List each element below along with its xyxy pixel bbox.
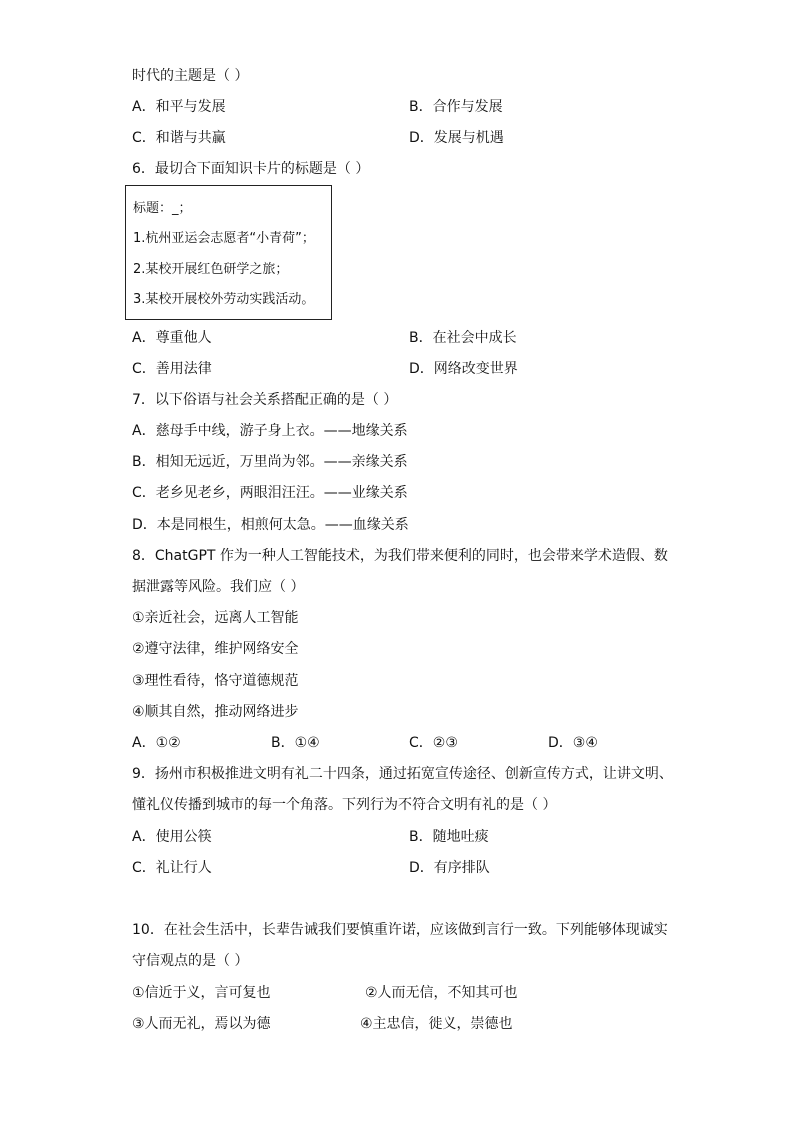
q7-option-d: D．本是同根生，相煎何太急。——血缘关系 <box>132 517 409 533</box>
q6-stem: 6．最切合下面知识卡片的标题是（ ） <box>132 161 370 177</box>
q7-option-a: A．慈母手中线，游子身上衣。——地缘关系 <box>132 423 408 439</box>
q10-item-3: ③人而无礼，焉以为德 <box>132 1016 271 1032</box>
q5-option-c: C．和谐与共赢 <box>132 130 226 146</box>
q7-option-c: C．老乡见老乡，两眼泪汪汪。——业缘关系 <box>132 485 408 501</box>
q7-option-b: B．相知无远近，万里尚为邻。——亲缘关系 <box>132 454 408 470</box>
q8-stem-line-1: 8．ChatGPT 作为一种人工智能技术，为我们带来便利的同时，也会带来学术造假、数 <box>132 548 668 564</box>
q5-option-d: D．发展与机遇 <box>409 130 504 146</box>
q6-option-c: C．善用法律 <box>132 361 212 377</box>
q10-item-1: ①信近于义，言可复也 <box>132 985 271 1001</box>
q10-item-2: ②人而无信，不知其可也 <box>365 985 518 1001</box>
q9-option-b: B．随地吐痰 <box>409 829 489 845</box>
q10-stem-line-1: 10．在社会生活中，长辈告诫我们要慎重许诺，应该做到言行一致。下列能够体现诚实 <box>132 922 668 938</box>
q8-option-d: D．③④ <box>548 735 598 751</box>
q8-option-c: C．②③ <box>409 735 458 751</box>
q6-option-a: A．尊重他人 <box>132 330 212 346</box>
q6-option-b: B．在社会中成长 <box>409 330 517 346</box>
q8-option-b: B．①④ <box>271 735 320 751</box>
q5-option-b: B．合作与发展 <box>409 99 503 115</box>
q9-stem-line-2: 懂礼仪传播到城市的每一个角落。下列行为不符合文明有礼的是（ ） <box>132 797 557 813</box>
q8-item-2: ②遵守法律，维护网络安全 <box>132 641 299 657</box>
q5-option-a: A．和平与发展 <box>132 99 226 115</box>
card-item-3: 3.某校开展校外劳动实践活动。 <box>133 292 315 307</box>
q6-option-d: D．网络改变世界 <box>409 361 518 377</box>
q9-option-a: A．使用公筷 <box>132 829 212 845</box>
q5-stem: 时代的主题是（ ） <box>132 68 249 84</box>
q9-stem-line-1: 9．扬州市积极推进文明有礼二十四条，通过拓宽宣传途径、创新宣传方式，让讲文明、 <box>132 766 673 782</box>
knowledge-card <box>125 185 332 320</box>
q8-item-3: ③理性看待，恪守道德规范 <box>132 673 299 689</box>
card-item-1: 1.杭州亚运会志愿者“小青荷”； <box>133 231 315 246</box>
card-title: 标题：_； <box>133 201 192 216</box>
q7-stem: 7．以下俗语与社会关系搭配正确的是（ ） <box>132 392 398 408</box>
q10-stem-line-2: 守信观点的是（ ） <box>132 953 249 969</box>
card-item-2: 2.某校开展红色研学之旅； <box>133 262 289 277</box>
q8-item-1: ①亲近社会，远离人工智能 <box>132 610 299 626</box>
q10-item-4: ④主忠信，徙义，崇德也 <box>360 1016 513 1032</box>
q8-item-4: ④顺其自然，推动网络进步 <box>132 704 299 720</box>
q8-stem-line-2: 据泄露等风险。我们应（ ） <box>132 579 305 595</box>
q9-option-d: D．有序排队 <box>409 860 490 876</box>
q8-option-a: A．①② <box>132 735 181 751</box>
q9-option-c: C．礼让行人 <box>132 860 212 876</box>
